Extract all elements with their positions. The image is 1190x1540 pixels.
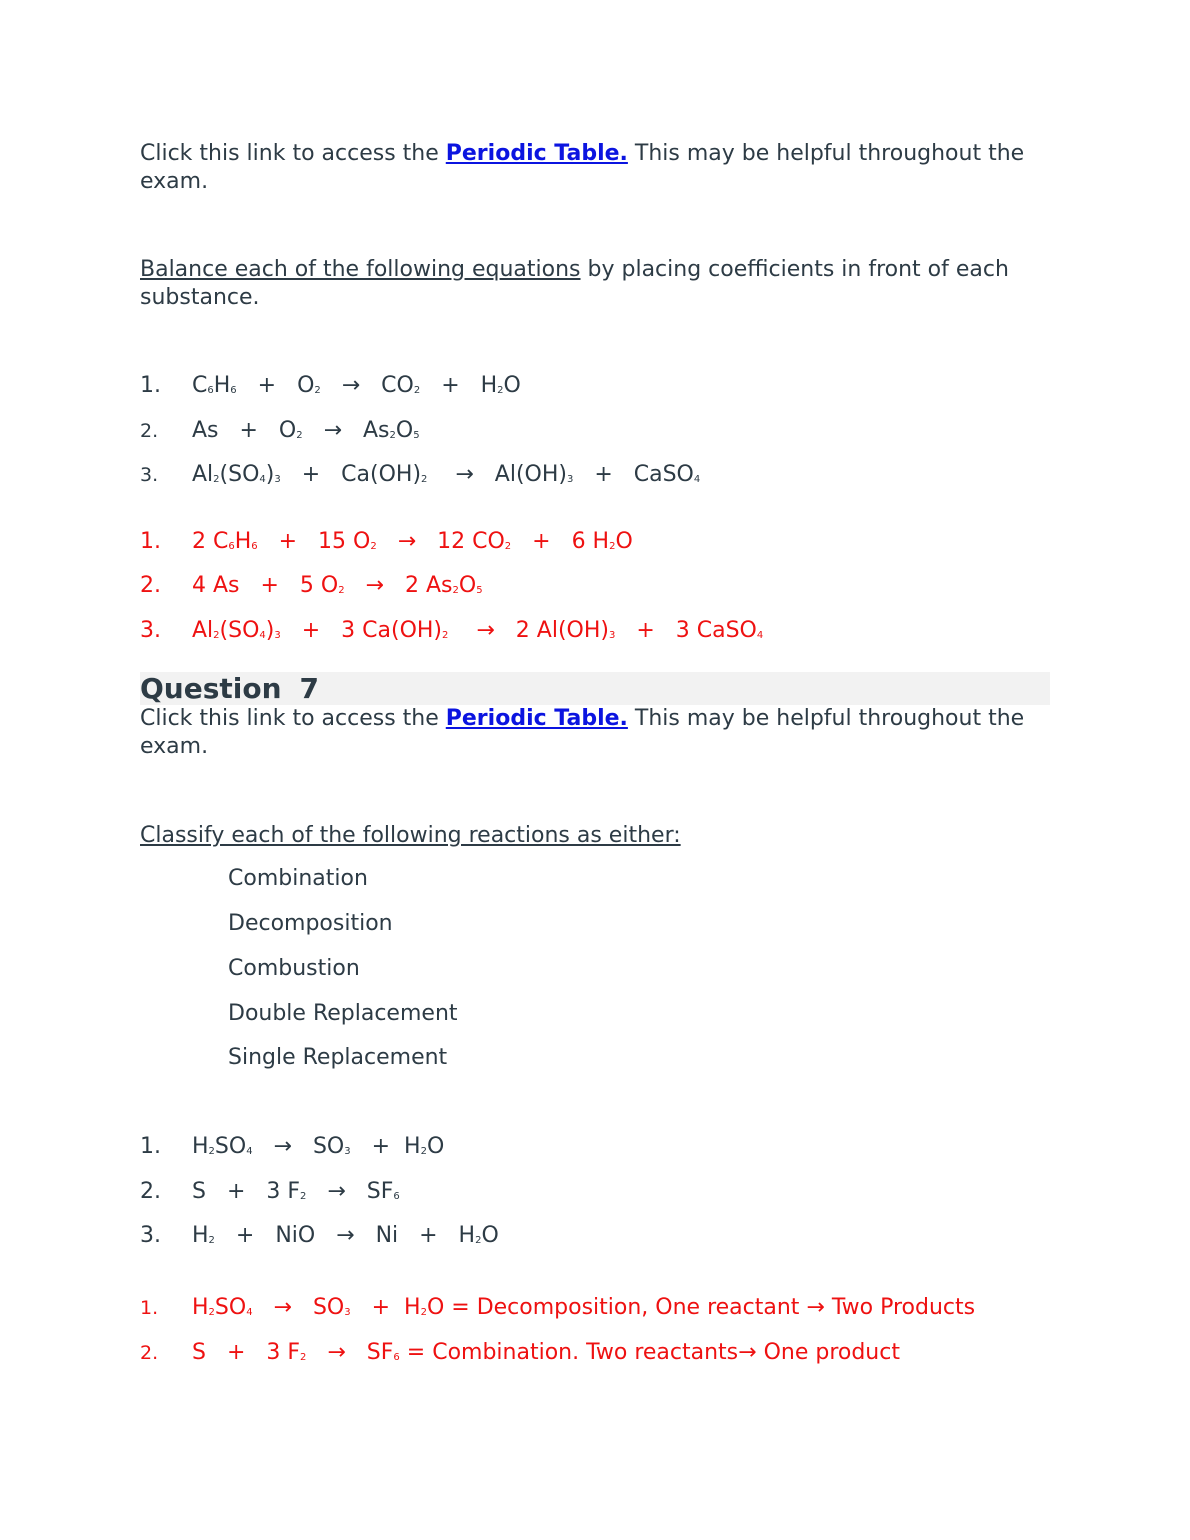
option-single-replacement: Single Replacement (228, 1045, 448, 1070)
answer-number: 2. (140, 1342, 159, 1364)
question-number: 7 (299, 672, 320, 705)
balance-instructions-underlined: Balance each of the following equations (140, 257, 581, 282)
answer-equation: $H_2SO_4 \to SO_3 + H_2O$ = Decomposition, One reactant → Two Products (192, 1295, 976, 1320)
question-number: 3. (140, 464, 159, 486)
equation: $H_2$ + NiO → $Ni + H_2O$ (192, 1223, 499, 1248)
question-number: 2. (140, 420, 159, 442)
option-combination: Combination (228, 866, 368, 891)
question-number: 2. (140, 1179, 161, 1204)
classify-label: Classify each of the following reactions as either: (140, 823, 681, 848)
intro-text-before: Click this link to access the (140, 706, 446, 731)
option-double-replacement: Double Replacement (228, 1001, 458, 1026)
answer-equation: S + 3 $F_2 \to SF_6$ = Combination. Two reactants→ One product (192, 1340, 900, 1365)
balance-instructions (140, 256, 1050, 312)
equation: S + 3 $F_2 \to SF_6$ (192, 1179, 400, 1204)
question-number: 1. (140, 1134, 161, 1159)
intro-paragraph (140, 140, 1050, 196)
answer-equation: 2 $C_6H_6 + 15$ $O_2 \to 12$ $CO_2 + 6$ $H_2O$ (192, 529, 633, 554)
answer-equation: $Al_2(SO_4)_3 + 3$ $Ca(OH)_2$ → 2 $Al(OH)_3 + 3$ CaSO$_4$ (192, 618, 764, 643)
question-number: 3. (140, 1223, 161, 1248)
intro-text-after: This may be helpful throughout the exam. (140, 706, 1025, 759)
equation: $Al_2(SO_4)_3 + Ca(OH)_2$ → $Al(OH)_3$ + CaSO$_4$ (192, 462, 701, 487)
question-title: Question (140, 672, 282, 705)
answer-number: 1. (140, 1297, 159, 1319)
answer-number: 1. (140, 529, 161, 554)
question-7-header (140, 672, 1050, 705)
question-number: 1. (140, 373, 161, 398)
answer-number: 2. (140, 573, 161, 598)
periodic-table-link[interactable]: Periodic Table. (445, 141, 628, 166)
answer-equation: 4 As + 5 $O_2 \to 2$ $As_2O_5$ (192, 573, 483, 598)
intro-text-after: This may be helpful throughout the exam. (140, 141, 1025, 194)
classify-instructions (140, 822, 1050, 850)
balance-instructions-rest: by placing coefficients in front of each substance. (140, 257, 1009, 310)
equation: $As + O_2 \to As_2O_5$ (192, 418, 420, 443)
option-decomposition: Decomposition (228, 911, 393, 936)
answer-number: 3. (140, 618, 161, 643)
equation: $C_6H_6 + O_2 \to CO_2 + H_2O$ (192, 373, 521, 398)
question-7-intro (140, 705, 1050, 761)
equation: $H_2SO_4 \to SO_3 + H_2O$ (192, 1134, 445, 1159)
periodic-table-link[interactable]: Periodic Table. (445, 706, 628, 731)
option-combustion: Combustion (228, 956, 360, 981)
intro-text-before: Click this link to access the (140, 141, 446, 166)
